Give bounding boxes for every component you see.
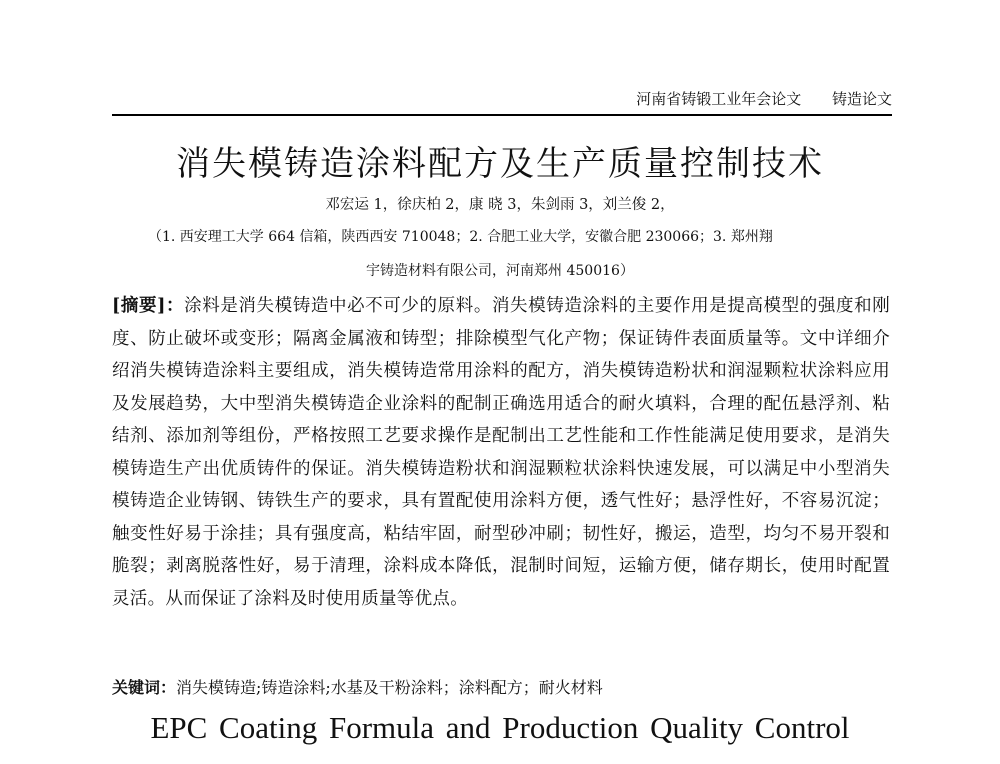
author-list: 邓宏运 1，徐庆柏 2，康 晓 3，朱剑雨 3，刘兰俊 2， [325, 197, 675, 213]
abstract-label: [摘要]： [112, 296, 185, 316]
running-header-text [636, 88, 892, 109]
conference-name: 河南省铸锻工业年会论文 [636, 90, 802, 108]
affiliation-line-1: （1. 西安理工大学 664 信箱，陕西西安 710048；2. 合肥工业大学，安徽合肥 230066；3. 郑州翔 [148, 229, 773, 245]
abstract-text: 涂料是消失模铸造中必不可少的原料。消失模铸造涂料的主要作用是提高模型的强度和刚度、防止破坏或变形；隔离金属液和铸型；排除模型气化产物；保证铸件表面质量等。文中详细介绍消失模铸造涂料主要组成，消失模铸造常用涂料的配方，消失模铸造粉状和润湿颗粒状涂料应用及发展趋势，大中型消失模铸造企业涂料的配制正确选用适合的耐火填料，合理的配伍悬浮剂、粘结剂、添加剂等组份，严格按照工艺要求操作是配制出工艺性能和工作性能满足使用要求，是消失模铸造生产出优质铸件的保证。消失模铸造粉状和润湿颗粒状涂料快速发展，可以满足中小型消失模铸造企业铸钢、铸铁生产的要求，具有置配使用涂料方便，透气性好；悬浮性好，不容易沉淀；触变性好易于涂挂；具有强度高，粘结牢固，耐型砂冲刷；韧性好，搬运，造型，均匀不易开裂和脆裂；剥离脱落性好，易于清理，涂料成本降低，混制时间短，运输方便，储存期长，使用时配置灵活。从而保证了涂料及时使用质量等优点。 [112, 296, 891, 609]
affiliation-line-2: 宇铸造材料有限公司，河南郑州 450016） [366, 263, 634, 279]
abstract [112, 290, 890, 615]
keywords-text: 消失模铸造;铸造涂料;水基及干粉涂料；涂料配方；耐火材料 [176, 678, 603, 697]
paper-category: 铸造论文 [831, 90, 892, 108]
paper-title: 消失模铸造涂料配方及生产质量控制技术 [176, 144, 824, 184]
keywords [112, 675, 603, 698]
running-header [112, 82, 892, 116]
english-title: EPC Coating Formula and Production Quality Control [150, 710, 850, 745]
keywords-label: 关键词： [112, 678, 177, 697]
